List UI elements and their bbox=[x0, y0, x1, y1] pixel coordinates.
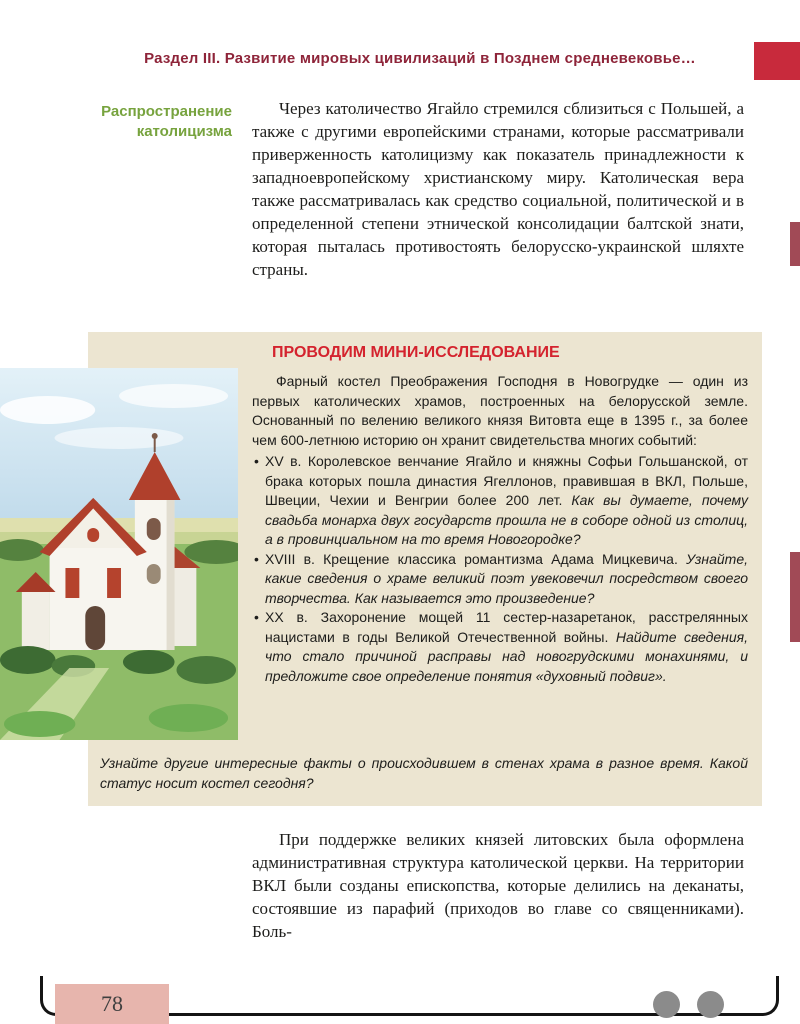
page-number-box bbox=[55, 984, 169, 1024]
paragraph-intro: Через католичество Ягайло стремился сблизиться с Польшей, а также с другими европейскими странами, которые рассматривали приверженность католицизму как показатель принадлежности к западноевропейскому христианскому миру. Католическая вера также рассматривалась как средство социальной, политической и в определенной степени этнической консолидации балтской знати, которая пыталась противостоять белорусско-украинской шляхте страны. bbox=[252, 99, 744, 279]
footer-dot-1 bbox=[653, 991, 680, 1018]
church-illustration bbox=[0, 368, 238, 740]
bullet-lead: XV в. Королевское венчание Ягайло и княжны Софьи Гольшанской, от брака которых пошла династия Ягеллонов, правившая в ВКЛ, Польше, Швеции, Чехии и Венгрии более 200 лет. bbox=[265, 453, 748, 508]
page-number: 78 bbox=[101, 991, 123, 1016]
box-text-column bbox=[252, 344, 748, 746]
bullet-question: Найдите сведения, что стало причиной расправы над новогрудскими монахинями, и предложите свое определение понятия «духовный подвиг». bbox=[265, 628, 749, 684]
bullet-xviii-century bbox=[252, 550, 748, 609]
mini-research-box bbox=[88, 332, 762, 806]
running-head: Раздел III. Развитие мировых цивилизаций в Позднем средневековье… bbox=[144, 50, 696, 67]
margin-topic-label: Распространение католицизма bbox=[101, 103, 232, 140]
church-photo bbox=[0, 368, 238, 740]
box-intro: Фарный костел Преображения Господня в Новогрудке — один из первых католических храмов, построенных на белорусской земле. Основанный по велению великого князя Витовта еще в 1395 г., за более чем 600-летнюю историю он хранит свидетельства многих событий: bbox=[252, 373, 748, 448]
bullet-question: Как вы думаете, почему свадьба монарха двух государств прошла не в соборе одной из столиц, а в провинциальном на то время Новогородке? bbox=[265, 492, 748, 547]
bullet-lead: XVIII в. Крещение классика романтизма Адама Мицкевича. bbox=[265, 550, 687, 567]
corner-marker bbox=[754, 42, 800, 80]
bullet-xx-century bbox=[252, 608, 748, 686]
footer-dot-2 bbox=[697, 991, 724, 1018]
margin-bar-bottom bbox=[790, 552, 800, 642]
bullet-question: Узнайте, какие сведения о храме великий поэт увековечил посредством своего творчества. Как называется это произведение? bbox=[265, 550, 748, 606]
bullet-xv-century bbox=[252, 452, 748, 550]
box-title: ПРОВОДИМ МИНИ-ИССЛЕДОВАНИЕ bbox=[272, 344, 560, 361]
paragraph-closing: При поддержке великих князей литовских была оформлена административная структура католической церкви. На территории ВКЛ были созданы епископства, которые делились на деканаты, состоявшие из парафий (приходов во главе со священниками). Боль- bbox=[252, 830, 744, 941]
margin-bar-top bbox=[790, 222, 800, 266]
box-bullet-list bbox=[252, 452, 748, 686]
box-footer-question: Узнайте другие интересные факты о происходившем в стенах храма в разное время. Какой статус носит костел сегодня? bbox=[100, 755, 748, 791]
bullet-lead: XX в. Захоронение мощей 11 сестер-назаретанок, расстрелянных нацистами в годы Великой Отечественной войны. bbox=[265, 609, 748, 645]
